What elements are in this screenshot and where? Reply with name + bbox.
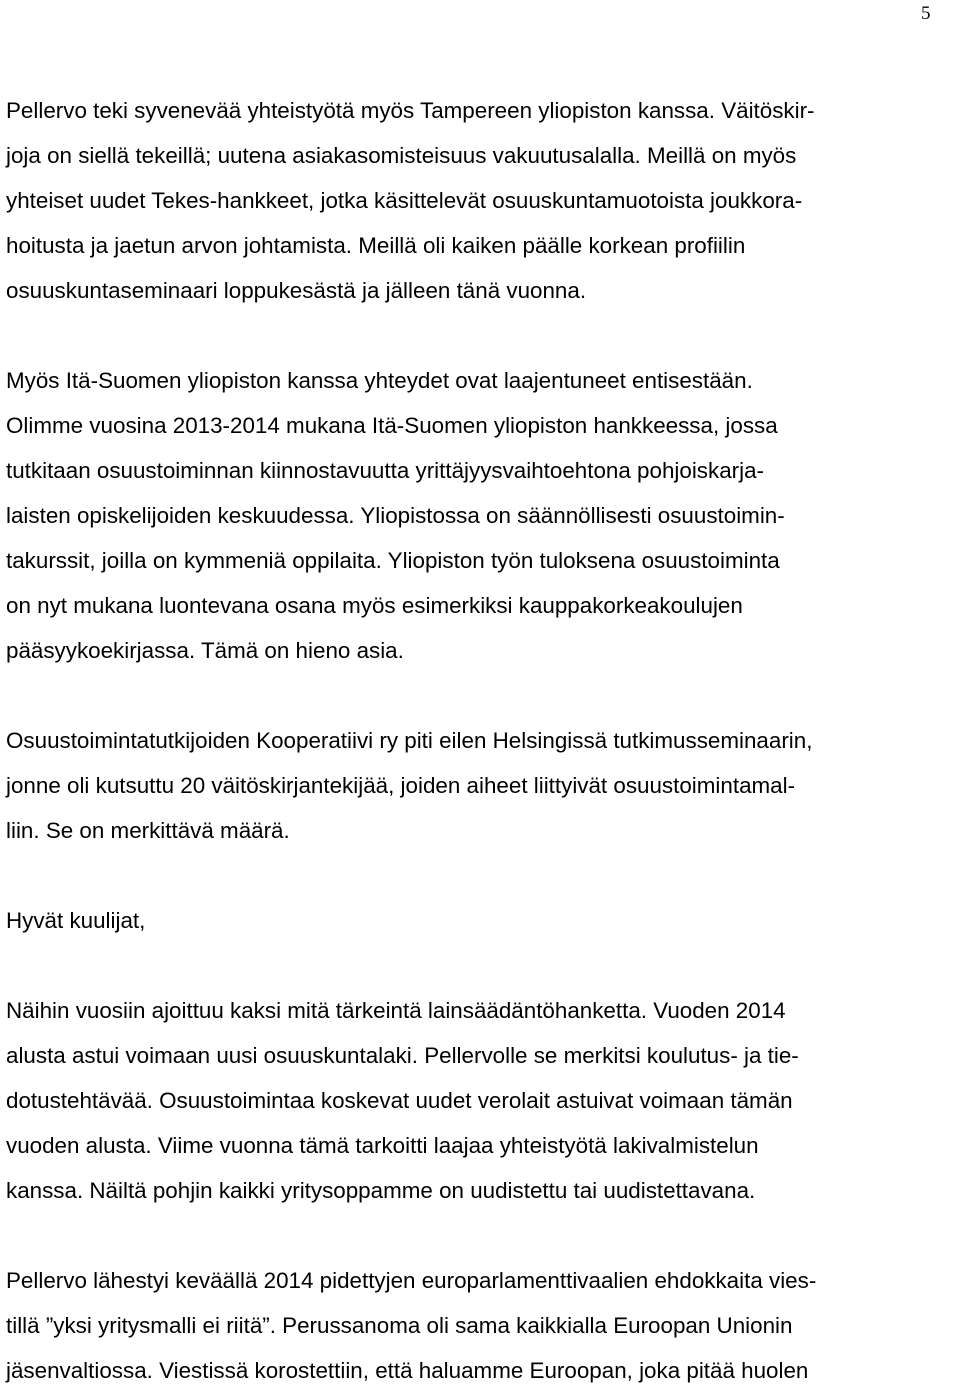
- text-line: on nyt mukana luontevana osana myös esimerkiksi kauppakorkeakoulujen: [6, 593, 743, 618]
- text-line: tutkitaan osuustoiminnan kiinnostavuutta yrittäjyysvaihtoehtona pohjoiskarja-: [6, 458, 764, 483]
- text-line: hoitusta ja jaetun arvon johtamista. Meillä oli kaiken päälle korkean profiilin: [6, 233, 746, 258]
- text-line: Myös Itä-Suomen yliopiston kanssa yhteydet ovat laajentuneet entisestään.: [6, 368, 753, 393]
- page-number: 5: [921, 3, 931, 24]
- text-line: liin. Se on merkittävä määrä.: [6, 818, 290, 843]
- text-line: yhteiset uudet Tekes-hankkeet, jotka käsittelevät osuuskuntamuotoista joukkora-: [6, 188, 803, 213]
- text-line: tillä ”yksi yritysmalli ei riitä”. Perussanoma oli sama kaikkialla Euroopan Unionin: [6, 1313, 793, 1338]
- text-line: Olimme vuosina 2013-2014 mukana Itä-Suomen yliopiston hankkeessa, jossa: [6, 413, 778, 438]
- text-line: Pellervo teki syvenevää yhteistyötä myös Tampereen yliopiston kanssa. Väitöskir-: [6, 98, 815, 123]
- text-line: alusta astui voimaan uusi osuuskuntalaki. Pellervolle se merkitsi koulutus- ja tie-: [6, 1043, 799, 1068]
- text-line: pääsyykoekirjassa. Tämä on hieno asia.: [6, 638, 404, 663]
- text-line: jonne oli kutsuttu 20 väitöskirjantekijää, joiden aiheet liittyivät osuustoimintamal-: [6, 773, 796, 798]
- text-line: takurssit, joilla on kymmeniä oppilaita. Yliopiston työn tuloksena osuustoiminta: [6, 548, 780, 573]
- text-line: jäsenvaltiossa. Viestissä korostettiin, että haluamme Euroopan, joka pitää huolen: [6, 1358, 809, 1383]
- text-line: Pellervo lähestyi keväällä 2014 pidettyjen europarlamenttivaalien ehdokkaita vies-: [6, 1268, 817, 1293]
- text-line: kanssa. Näiltä pohjin kaikki yritysoppamme on uudistettu tai uudistettavana.: [6, 1178, 756, 1203]
- salutation: Hyvät kuulijat,: [6, 908, 146, 933]
- text-line: vuoden alusta. Viime vuonna tämä tarkoitti laajaa yhteistyötä lakivalmistelun: [6, 1133, 759, 1158]
- text-line: laisten opiskelijoiden keskuudessa. Yliopistossa on säännöllisesti osuustoimin-: [6, 503, 785, 528]
- text-line: joja on siellä tekeillä; uutena asiakasomisteisuus vakuutusalalla. Meillä on myös: [6, 143, 797, 168]
- text-line: Osuustoimintatutkijoiden Kooperatiivi ry piti eilen Helsingissä tutkimusseminaarin,: [6, 728, 813, 753]
- text-line: osuuskuntaseminaari loppukesästä ja jälleen tänä vuonna.: [6, 278, 587, 303]
- text-line: Näihin vuosiin ajoittuu kaksi mitä tärkeintä lainsäädäntöhanketta. Vuoden 2014: [6, 998, 786, 1023]
- text-line: dotustehtävää. Osuustoimintaa koskevat uudet verolait astuivat voimaan tämän: [6, 1088, 793, 1113]
